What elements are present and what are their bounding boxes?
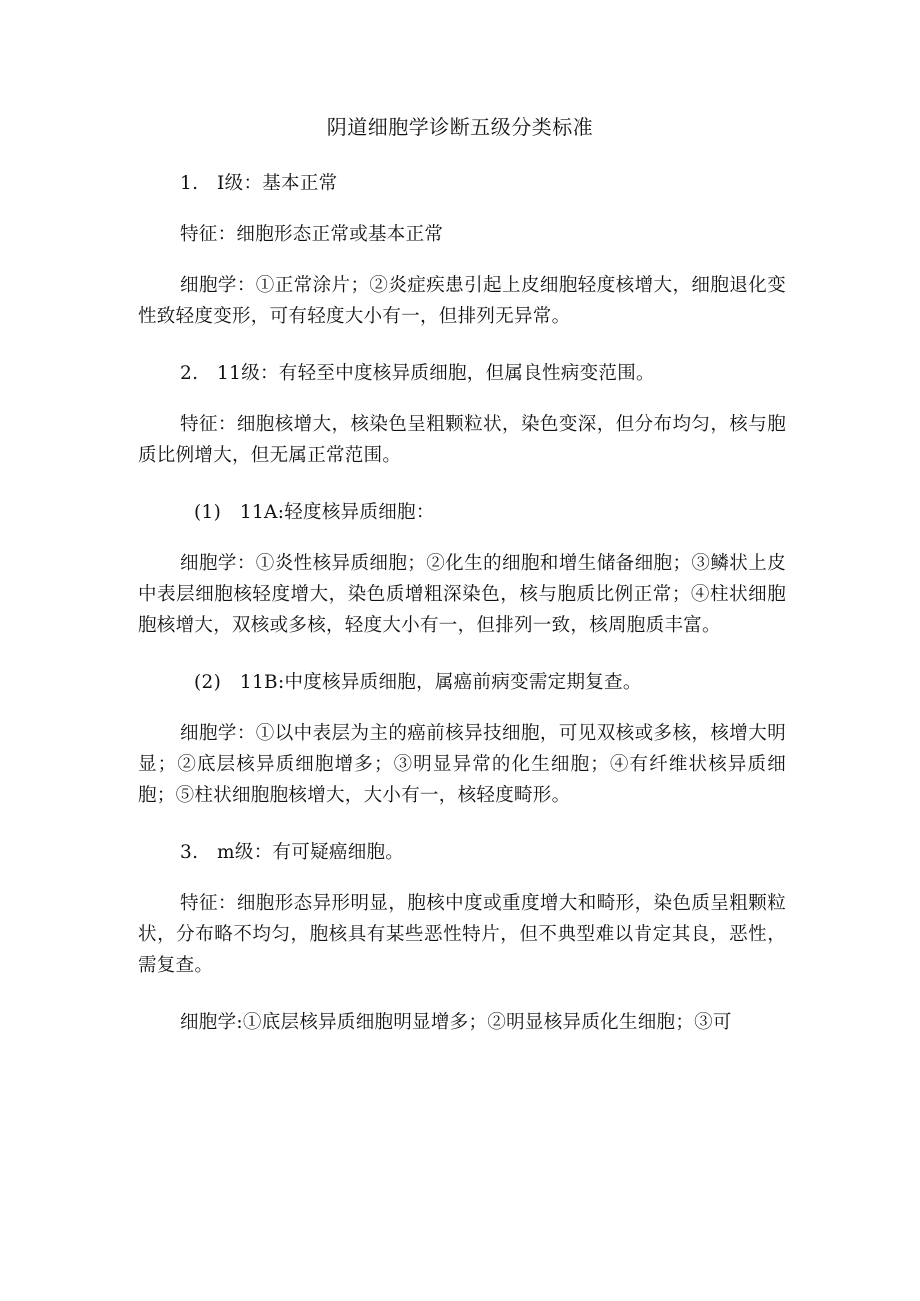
grade-2-heading: 2. 11级：有轻至中度核异质细胞，但属良性病变范围。 [180,363,655,384]
grade-2a-heading: (1) 11A:轻度核异质细胞： [194,502,435,523]
grade-3-features: 特征：细胞形态异形明显，胞核中度或重度增大和畸形，染色质呈粗颗粒状，分布略不均匀，胞核具有某些恶性特片，但不典型难以肯定其良，恶性，需复查。 [138,893,786,976]
grade-2a-cytology: 细胞学：①炎性核异质细胞；②化生的细胞和增生储备细胞；③鳞状上皮中表层细胞核轻度增大，染色质增粗深染色，核与胞质比例正常；④柱状细胞胞核增大，双核或多核，轻度大小有一，但排列一致，核周胞质丰富。 [138,553,786,636]
grade-1-heading: 1. Ⅰ级：基本正常 [180,173,338,194]
document-title: 阴道细胞学诊断五级分类标准 [326,115,594,139]
document-body [138,168,786,1064]
grade-3-cytology: 细胞学:①底层核异质细胞明显增多；②明显核异质化生细胞；③可 [180,1012,732,1033]
grade-3-heading: 3. m级：有可疑癌细胞。 [180,842,405,863]
grade-1-features: 特征：细胞形态正常或基本正常 [180,224,444,245]
grade-2b-cytology: 细胞学：①以中表层为主的癌前核异技细胞，可见双核或多核，核增大明显；②底层核异质细胞增多；③明显异常的化生细胞；④有纤维状核异质细胞；⑤柱状细胞胞核增大，大小有一，核轻度畸形。 [138,723,786,806]
grade-2b-heading: (2) 11B:中度核异质细胞，属癌前病变需定期复查。 [194,672,642,693]
grade-2-features: 特征：细胞核增大，核染色呈粗颗粒状，染色变深，但分布均匀，核与胞质比例增大，但无属正常范围。 [138,414,786,466]
grade-1-cytology: 细胞学：①正常涂片；②炎症疾患引起上皮细胞轻度核增大，细胞退化变性致轻度变形，可有轻度大小有一，但排列无异常。 [138,275,786,327]
